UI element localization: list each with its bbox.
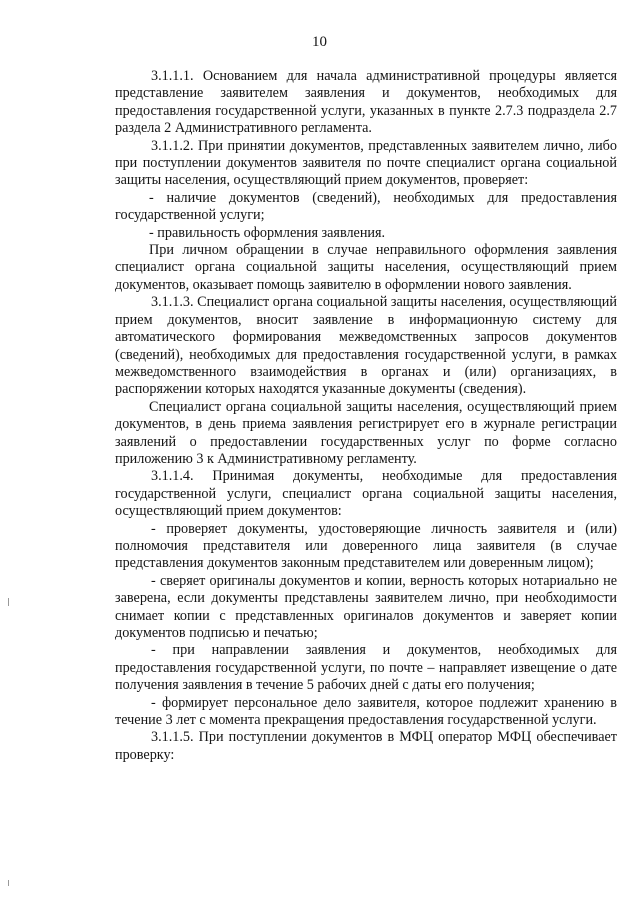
paragraph-3-1-1-1: 3.1.1.1. Основанием для начала административной процедуры является представление заявителем заявления и документов, необходимых для предоставления государственной услуги, указанных в пункте 2.7.3 подраздела 2.7 раздела 2 Административного регламента. — [115, 68, 617, 137]
document-body — [115, 68, 617, 764]
list-item-mail-notice: - при направлении заявления и документов, необходимых для предоставления государственной услуги, по почте – направляет извещение о дате получения заявления в течение 5 рабочих дней с даты его получения; — [115, 642, 617, 694]
paragraph-3-1-1-5: 3.1.1.5. При поступлении документов в МФЦ оператор МФЦ обеспечивает проверку: — [115, 729, 617, 763]
list-item-identity-check: - проверяет документы, удостоверяющие личность заявителя и (или) полномочия представителя или доверенного лица заявителя (в случае представления документов законным представителем или доверенным лицом); — [115, 520, 617, 572]
page-number: 10 — [312, 34, 327, 50]
paragraph-registration: Специалист органа социальной защиты населения, осуществляющий прием документов, в день приема заявления регистрирует его в журнале регистрации заявлений о предоставлении государственных услуг по форме согласно приложению 3 к Административному регламенту. — [115, 398, 617, 467]
paragraph-3-1-1-2: 3.1.1.2. При принятии документов, представленных заявителем лично, либо при поступлении документов заявителя по почте специалист органа социальной защиты населения, осуществляющий прием документов, проверяет: — [115, 137, 617, 189]
list-item-documents-check: - наличие документов (сведений), необходимых для предоставления государственной услуги; — [115, 189, 617, 224]
scan-artifact — [8, 880, 9, 886]
paragraph-3-1-1-3: 3.1.1.3. Специалист органа социальной защиты населения, осуществляющий прием документов, вносит заявление в информационную систему для автоматического формирования межведомственных запросов документов (сведений), необходимых для предоставления государственной услуги, в рамках межведомственного взаимодействия в органах и (или) организациях, в распоряжении которых находятся указанные документы (сведения). — [115, 294, 617, 398]
scan-artifact — [8, 598, 9, 606]
list-item-copies-check: - сверяет оригиналы документов и копии, верность которых нотариально не заверена, если документы представлены заявителем лично, при необходимости снимает копии с представленных оригиналов документов и заверяет копии документов подписью и печатью; — [115, 572, 617, 641]
list-item-personal-file: - формирует персональное дело заявителя, которое подлежит хранению в течение 3 лет с момента прекращения предоставления государственной услуги. — [115, 694, 617, 729]
paragraph-3-1-1-4: 3.1.1.4. Принимая документы, необходимые для предоставления государственной услуги, специалист органа социальной защиты населения, осуществляющий прием документов: — [115, 468, 617, 520]
paragraph-personal-visit: При личном обращении в случае неправильного оформления заявления специалист органа социальной защиты населения, осуществляющий прием документов, оказывает помощь заявителю в оформлении нового заявления. — [115, 242, 617, 293]
list-item-form-check: - правильность оформления заявления. — [149, 224, 386, 241]
